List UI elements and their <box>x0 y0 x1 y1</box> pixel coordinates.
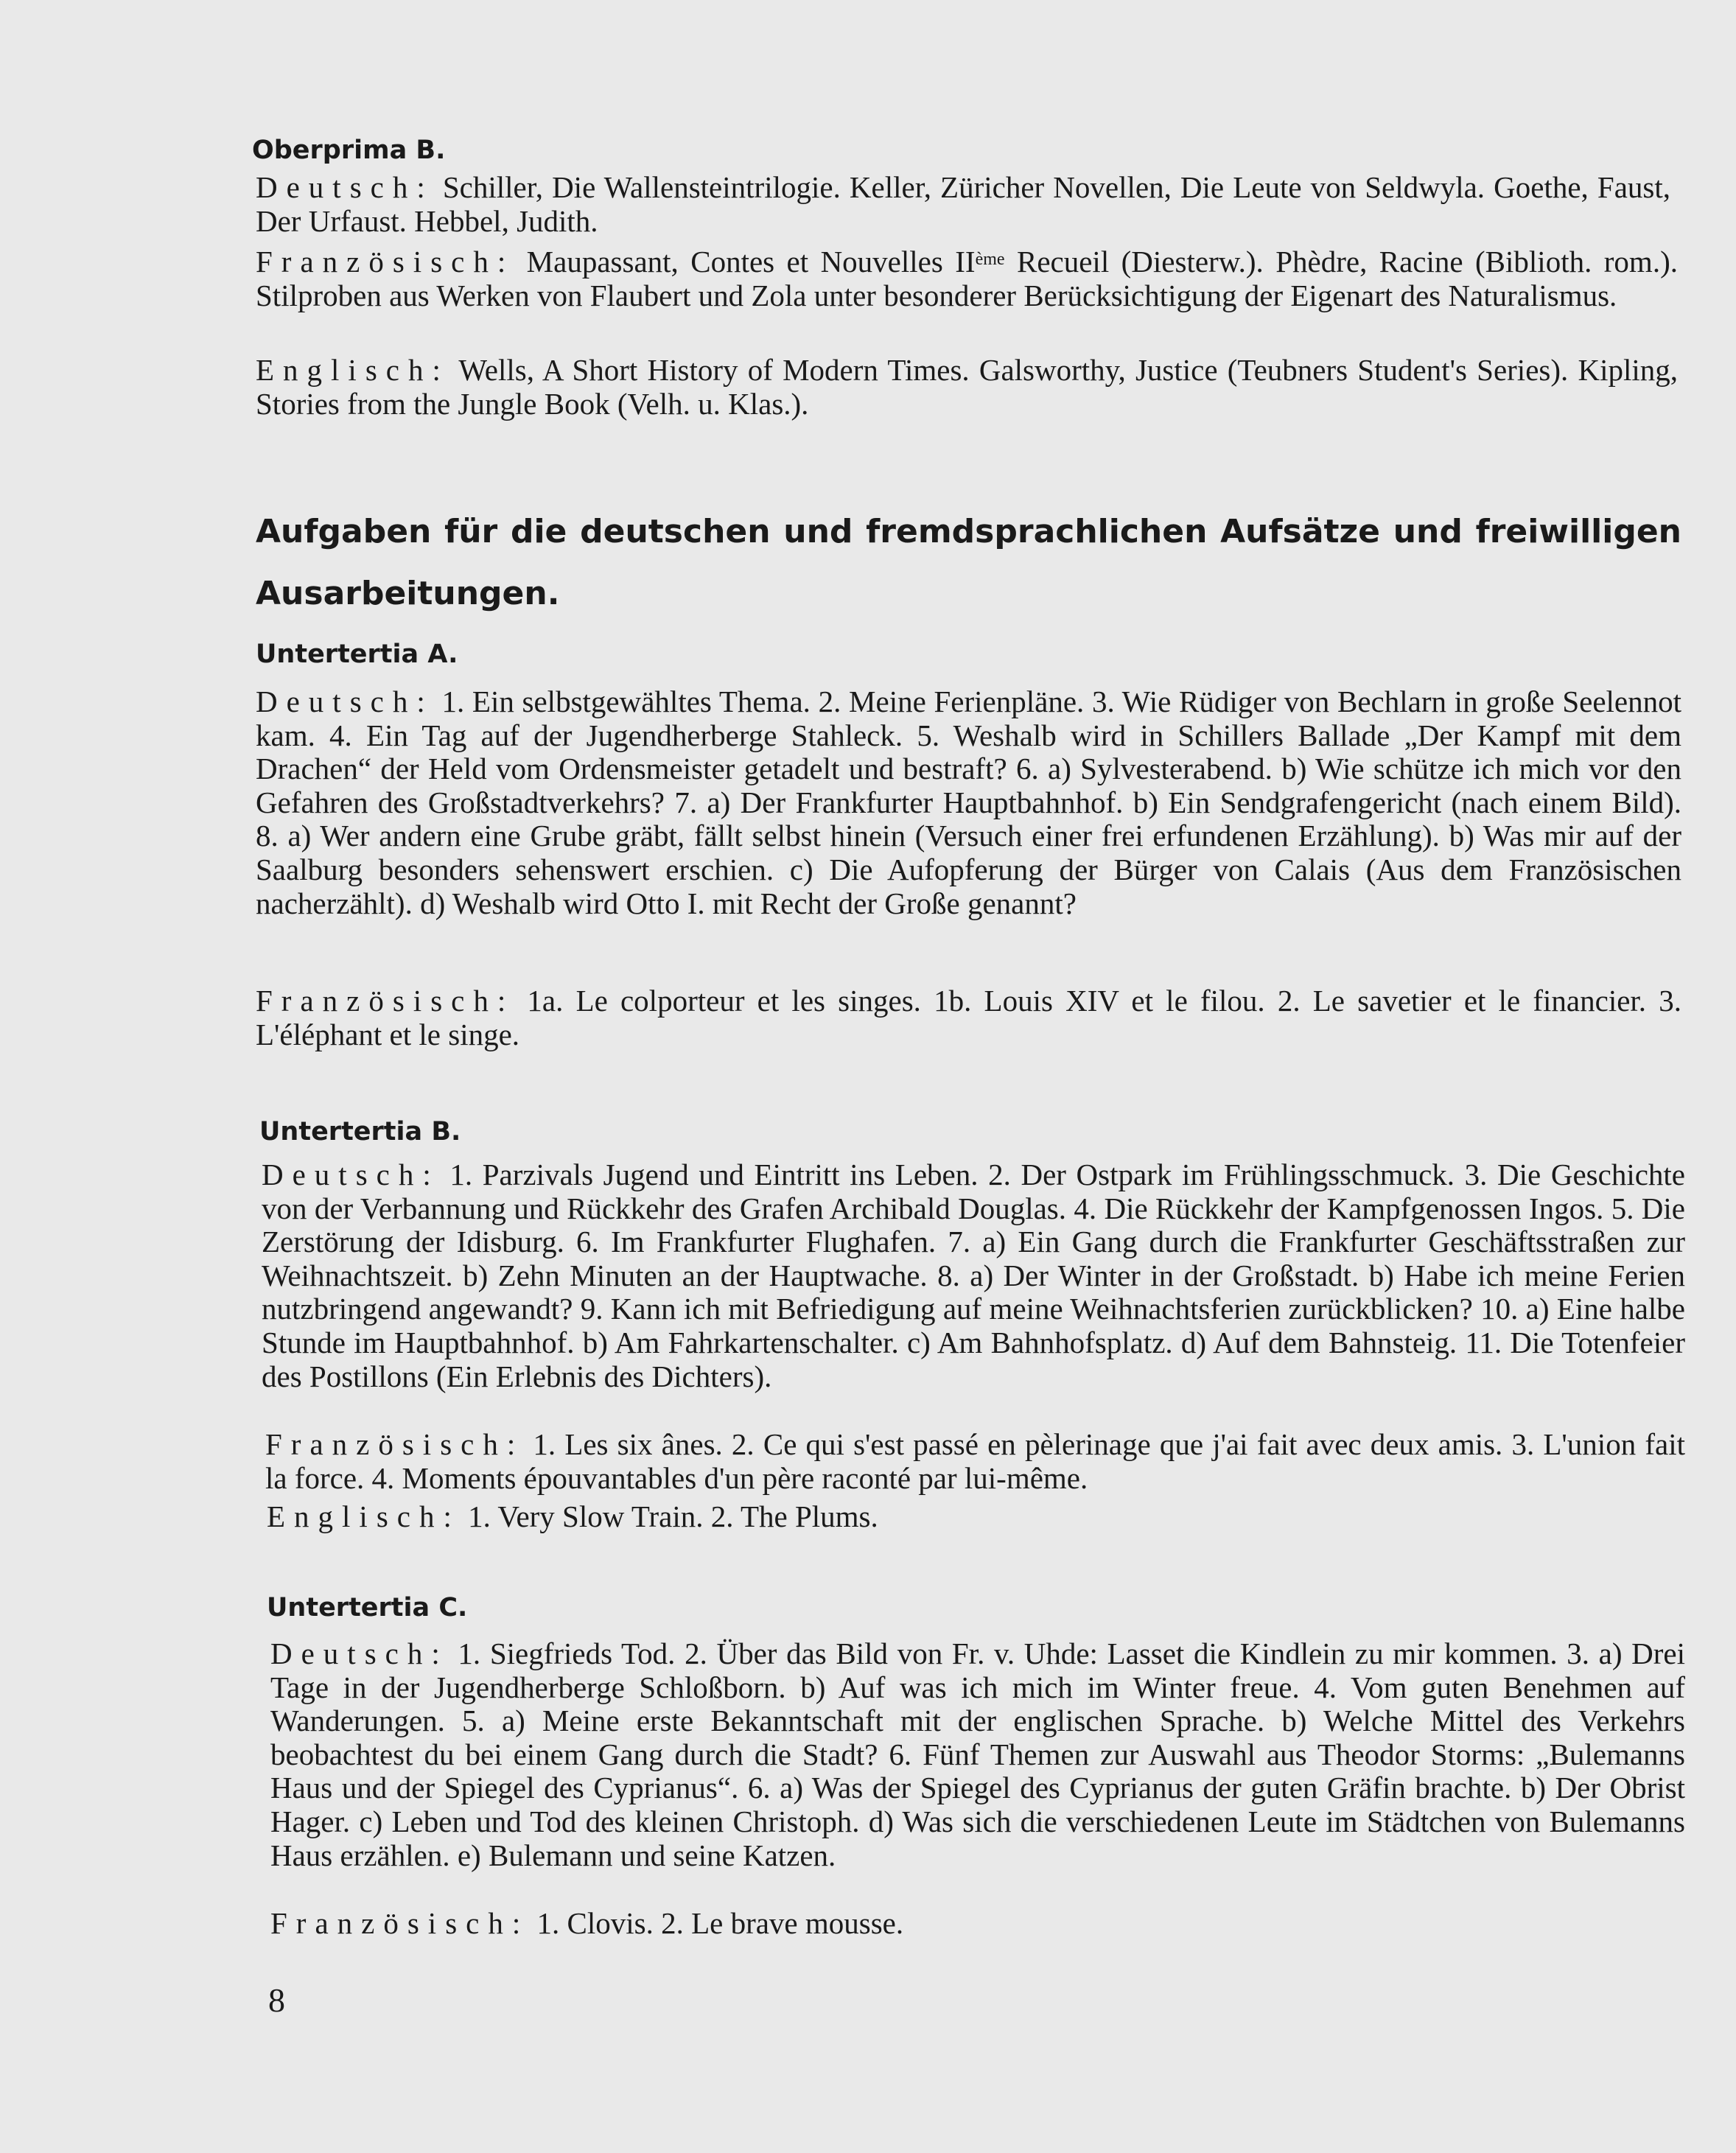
superscript: ème <box>975 250 1005 269</box>
subject-label: Französisch: <box>270 1906 530 1940</box>
untertertia-b-englisch <box>267 1500 1681 1534</box>
subject-label: Englisch: <box>256 353 449 387</box>
subject-label: Französisch: <box>265 1427 525 1461</box>
subject-label: Deutsch: <box>270 1636 449 1670</box>
subject-label: Deutsch: <box>256 685 434 718</box>
untertertia-b-deutsch <box>262 1158 1685 1393</box>
subject-text: 1. Very Slow Train. 2. The Plums. <box>460 1499 878 1533</box>
subject-label: Deutsch: <box>262 1158 440 1191</box>
subject-text: 1a. Le colporteur et les singes. 1b. Louis XIV et le filou. 2. Le savetier et le financier. 3. L'éléphant et le singe. <box>256 984 1681 1051</box>
oberprima-b-franzoesisch <box>256 243 1678 312</box>
subject-text: 1. Clovis. 2. Le brave mousse. <box>529 1906 904 1940</box>
untertertia-b-franzoesisch <box>265 1428 1685 1495</box>
subject-text: 1. Ein selbstgewähltes Thema. 2. Meine Ferienpläne. 3. Wie Rüdiger von Bechlarn in große Seelennot kam. 4. Ein Tag auf der Jugendherberge Stahleck. 5. Weshalb wird in Schillers Ballade „Der Kampf mit dem Drachen“ der Held vom Ordensmeister getadelt und bestraft? 6. a) Sylvesterabend. b) Wie schütze ich mich vor den Gefahren des Großstadtverkehrs? 7. a) Der Frankfurter Hauptbahnhof. b) Ein Sendgrafengericht (nach einem Bild). 8. a) Wer andern eine Grube gräbt, fällt selbst hinein (Versuch einer frei erfundenen Erzählung). b) Was mir auf der Saalburg besonders sehenswert erschien. c) Die Aufopferung der Bürger von Calais (Aus dem Französischen nacherzählt). d) Weshalb wird Otto I. mit Recht der Große genannt? <box>256 685 1681 920</box>
subject-text: Wells, A Short History of Modern Times. Galsworthy, Justice (Teubners Student's Series). Kipling, Stories from the Jungle Book (Velh. u. Klas.). <box>256 353 1678 421</box>
subject-text: 1. Les six ânes. 2. Ce qui s'est passé en pèlerinage que j'ai fait avec deux amis. 3. L'union fait la force. 4. Moments épouvantables d'un père raconté par lui-même. <box>265 1427 1685 1495</box>
oberprima-b-englisch <box>256 354 1678 421</box>
subject-label: Französisch: <box>256 984 515 1018</box>
subject-label: Englisch: <box>267 1499 461 1533</box>
untertertia-a-deutsch <box>256 685 1681 920</box>
heading-oberprima-b: Oberprima B. <box>252 136 446 165</box>
subject-text: 1. Parzivals Jugend und Eintritt ins Leben. 2. Der Ostpark im Frühlingsschmuck. 3. Die Geschichte von der Verbannung und Rückkehr des Grafen Archibald Douglas. 4. Die Rückkehr der Kampfgenossen Ingos. 5. Die Zerstörung der Idisburg. 6. Im Frankfurter Flughafen. 7. a) Ein Gang durch die Frankfurter Geschäftsstraßen zur Weihnachtszeit. b) Zehn Minuten an der Hauptwache. 8. a) Der Winter in der Großstadt. b) Habe ich meine Ferien nutzbringend angewandt? 9. Kann ich mit Befriedigung auf meine Weihnachtsferien zurückblicken? 10. a) Eine halbe Stunde im Hauptbahnhof. b) Am Fahrkartenschalter. c) Am Bahnhofsplatz. d) Auf dem Bahnsteig. 11. Die Totenfeier des Postillons (Ein Erlebnis des Dichters). <box>262 1158 1685 1393</box>
subject-text: 1. Siegfrieds Tod. 2. Über das Bild von Fr. v. Uhde: Lasset die Kindlein zu mir kommen. 3. a) Drei Tage in der Jugendherberge Schloßborn. b) Auf was ich mich im Winter freue. 4. Vom guten Benehmen auf Wanderungen. 5. a) Meine erste Bekanntschaft mit der englischen Sprache. b) Welche Mittel des Verkehrs beobachtest du bei einem Gang durch die Stadt? 6. Fünf Themen zur Auswahl aus Theodor Storms: „Bulemanns Haus und der Spiegel des Cyprianus“. 6. a) Was der Spiegel des Cyprianus der guten Gräfin brachte. b) Der Obrist Hager. c) Leben und Tod des kleinen Christoph. d) Was sich die verschiedenen Leute im Städtchen von Bulemanns Haus erzählen. e) Bulemann und seine Katzen. <box>270 1636 1685 1872</box>
subject-label: Deutsch: <box>256 170 434 204</box>
oberprima-b-deutsch <box>256 171 1670 238</box>
subject-text: Schiller, Die Wallensteintrilogie. Keller, Züricher Novellen, Die Leute von Seldwyla. Goethe, Faust, Der Urfaust. Hebbel, Judith. <box>256 170 1670 238</box>
heading-untertertia-b: Untertertia B. <box>259 1117 461 1146</box>
untertertia-c-deutsch <box>270 1637 1685 1872</box>
subject-text: Maupassant, Contes et Nouvelles II <box>514 245 976 279</box>
heading-untertertia-a: Untertertia A. <box>256 640 458 669</box>
section-title: Aufgaben für die deutschen und fremdsprachlichen Aufsätze und freiwilligen Ausarbeitungen. <box>256 513 1681 612</box>
heading-untertertia-c: Untertertia C. <box>267 1593 468 1622</box>
page-number: 8 <box>268 1981 285 2019</box>
subject-text: Recueil (Diesterw.). Phèdre, Racine (Biblioth. rom.). Stilproben aus Werken von Flaubert und Zola unter besonderer Berücksichtigung der Eigenart des Naturalismus. <box>256 245 1678 312</box>
untertertia-c-franzoesisch <box>270 1907 1685 1941</box>
subject-label: Französisch: <box>256 245 515 279</box>
untertertia-a-franzoesisch <box>256 984 1681 1051</box>
